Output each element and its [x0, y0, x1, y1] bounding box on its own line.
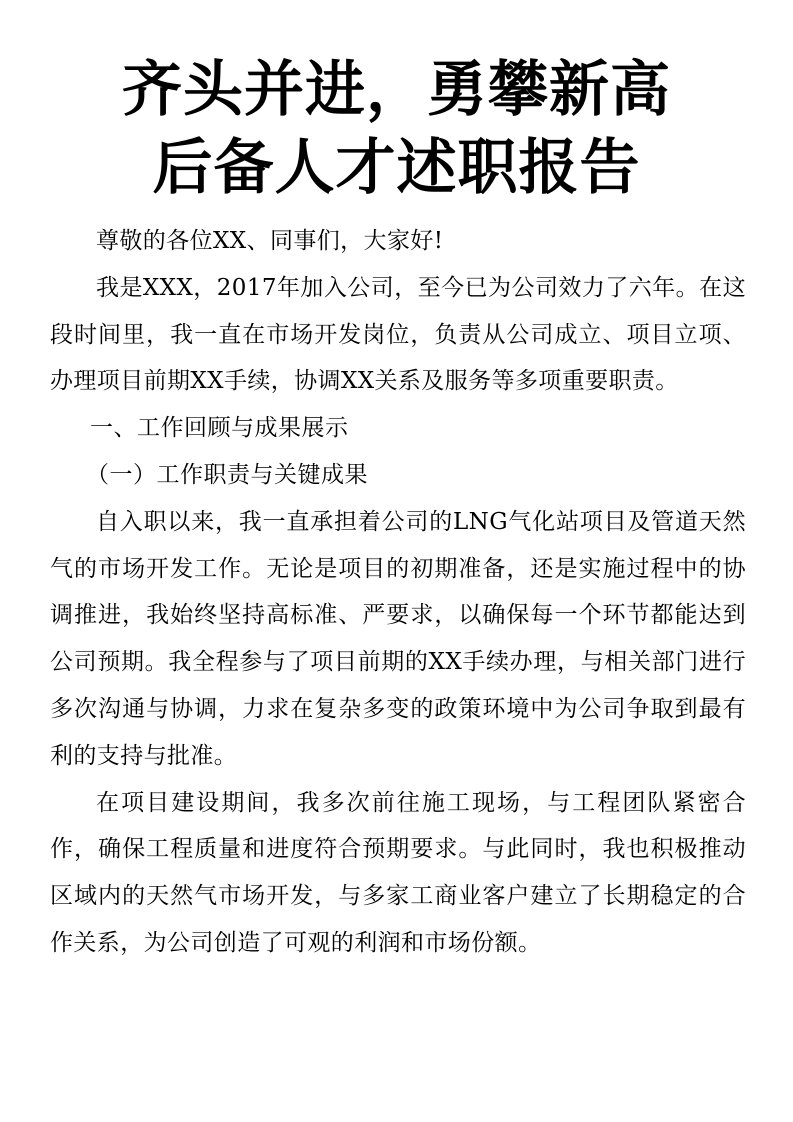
document-title-line-2: 后备人才述职报告 [152, 133, 641, 203]
section-heading-work-review: 一、工作回顾与成果展示 [90, 415, 349, 442]
subsection-heading-duties-results: （一）工作职责与关键成果 [86, 461, 368, 488]
body-paragraph-1: 自入职以来，我一直承担着公司的LNG气化站项目及管道天然气的市场开发工作。无论是项目的初期准备，还是实施过程中的协调推进，我始终坚持高标准、严要求，以确保每一个环节都能达到公司预期。我全程参与了项目前期的XX手续办理，与相关部门进行多次沟通与协调，力求在复杂多变的政策环境中为公司争取到最有利的支持与批准。 [50, 508, 746, 769]
document-body [50, 218, 746, 967]
document-title-line-1: 齐头并进，勇攀新高 [122, 55, 671, 125]
body-paragraph-2: 在项目建设期间，我多次前往施工现场，与工程团队紧密合作，确保工程质量和进度符合预期要求。与此同时，我也积极推动区域内的天然气市场开发，与多家工商业客户建立了长期稳定的合作关系，为公司创造了可观的利润和市场份额。 [50, 789, 746, 956]
intro-paragraph: 我是XXX，2017年加入公司，至今已为公司效力了六年。在这段时间里，我一直在市场开发岗位，负责从公司成立、项目立项、办理项目前期XX手续，协调XX关系及服务等多项重要职责。 [50, 274, 746, 395]
greeting-paragraph: 尊敬的各位XX、同事们，大家好! [96, 228, 444, 254]
